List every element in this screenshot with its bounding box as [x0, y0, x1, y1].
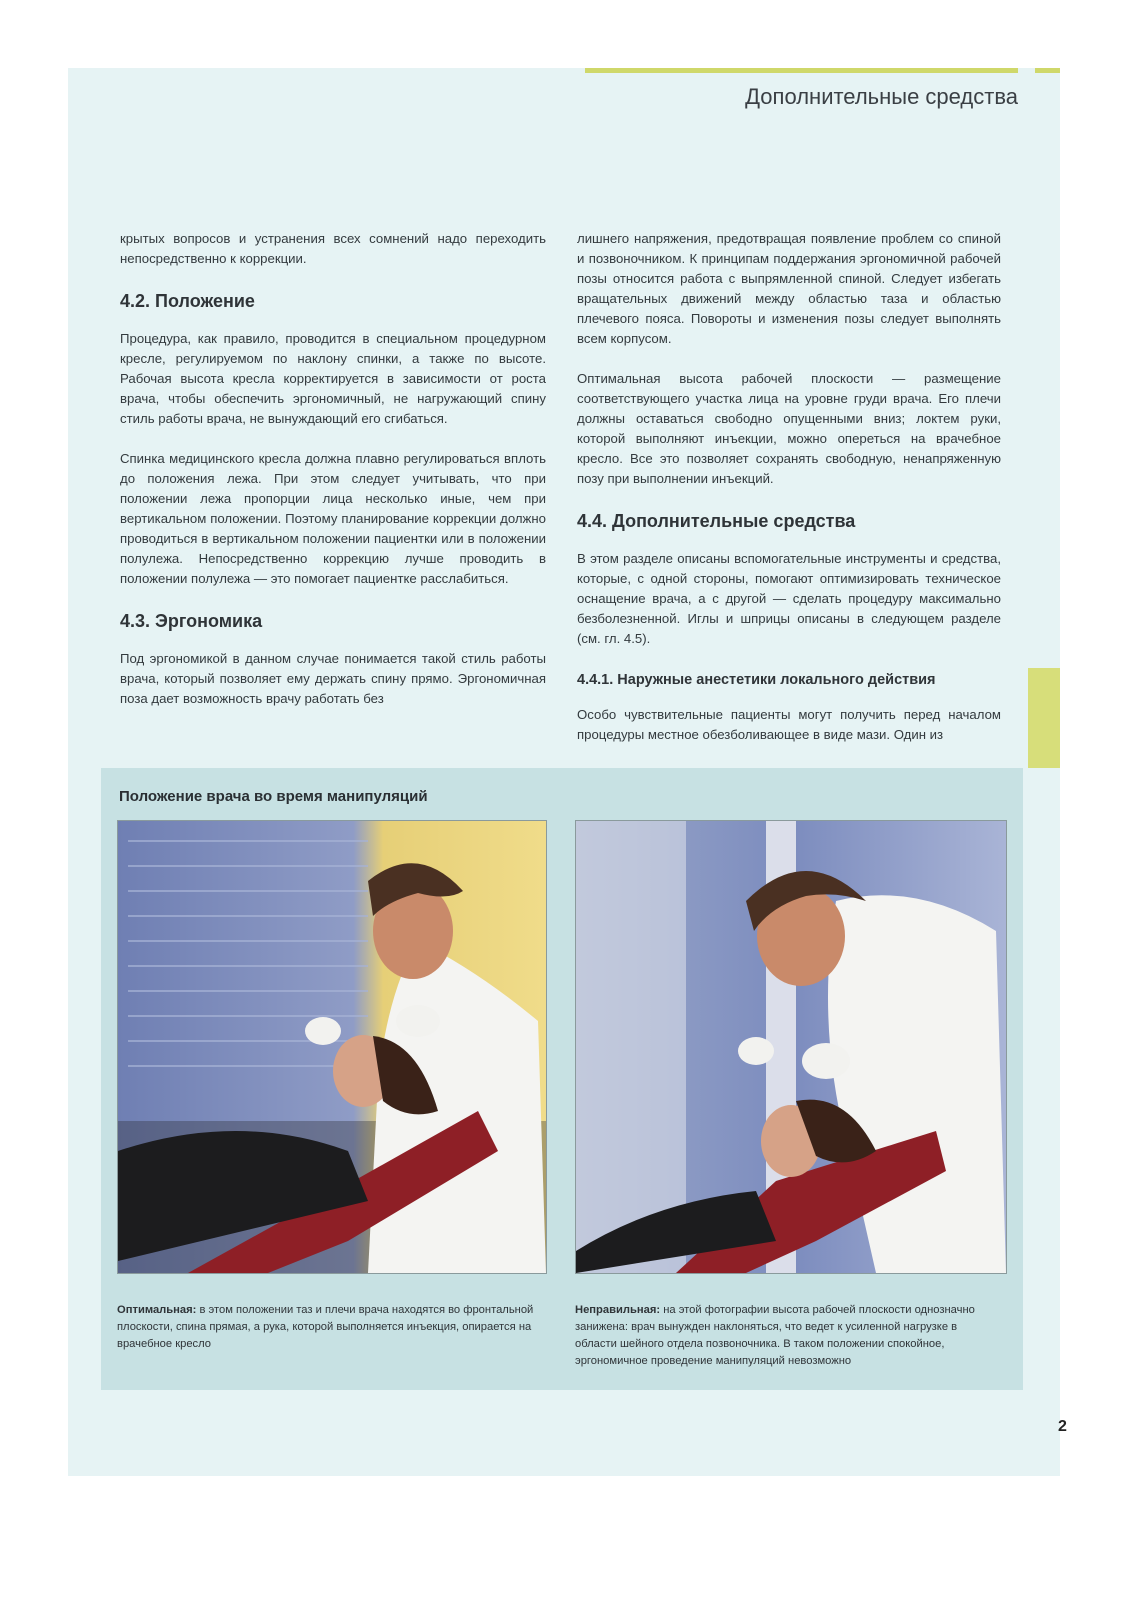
header-accent-bar	[585, 68, 1018, 73]
photo-optimal-position	[117, 820, 547, 1274]
photo-optimal-illustration	[118, 821, 546, 1273]
paragraph-position-1: Процедура, как правило, проводится в специальном процедурном кресле, регулируемом по наклону спинки, а также по высоте. Рабочая высота кресла корректируется в зависимости от роста врача, чтобы обеспечить эргономичный, не нагружающий спину стиль работы врача, не вынуждающий его сгибаться.	[120, 331, 546, 426]
caption-incorrect	[575, 1302, 1000, 1370]
right-column	[577, 229, 1001, 765]
heading-anesthetics: 4.4.1. Наружные анестетики локального действия	[577, 672, 936, 688]
paragraph-working-height: Оптимальная высота рабочей плоскости — размещение соответствующего участка лица на уровне груди врача. Его плечи должны оставаться свободно опущенными вниз; локтем руки, которой выполняют инъекции, можно опереться на врачебное кресло. Все это позволяет сохранять свободную, ненапряженную позу при выполнении инъекций.	[577, 371, 1001, 486]
caption-optimal-label: Оптимальная:	[117, 1304, 197, 1316]
intro-paragraph: крытых вопросов и устранения всех сомнений надо переходить непосредственно к коррекции.	[120, 231, 546, 266]
photo-incorrect-illustration	[576, 821, 1006, 1273]
header-accent-bar-small	[1035, 68, 1060, 73]
heading-position: 4.2. Положение	[120, 291, 255, 311]
photo-incorrect-position	[575, 820, 1007, 1274]
left-column	[120, 229, 546, 729]
paragraph-ergonomics: Под эргономикой в данном случае понимается такой стиль работы врача, который позволяет ему держать спину прямо. Эргономичная поза дает возможность врачу работать без	[120, 651, 546, 706]
caption-incorrect-label: Неправильная:	[575, 1304, 661, 1316]
paragraph-continuation: лишнего напряжения, предотвращая появление проблем со спиной и позвоночником. К принципам поддержания эргономичной рабочей позы относится работа с выпрямленной спиной. Следует избегать вращательных движений между областью таза и областью плечевого пояса. Повороты и изменения позы следует выполнять всем корпусом.	[577, 231, 1001, 346]
paragraph-additional-tools: В этом разделе описаны вспомогательные инструменты и средства, которые, с одной стороны, помогают оптимизировать техническое оснащение врача, а с другой — сделать процедуру максимально безболезненной. Иглы и шприцы описаны в следующем разделе (см. гл. 4.5).	[577, 551, 1001, 646]
figure-title: Положение врача во время манипуляций	[119, 788, 428, 805]
running-header: Дополнительные средства	[745, 84, 1018, 109]
heading-additional-tools: 4.4. Дополнительные средства	[577, 511, 856, 531]
section-side-tab	[1028, 668, 1060, 768]
paragraph-anesthetics: Особо чувствительные пациенты могут получить перед началом процедуры местное обезболивающее в виде мази. Один из	[577, 707, 1001, 742]
caption-optimal	[117, 1302, 537, 1353]
caption-optimal-text: в этом положении таз и плечи врача находятся во фронтальной плоскости, спина прямая, а рука, которой выполняется инъекция, опирается на врачебное кресло	[117, 1304, 534, 1350]
paragraph-position-2: Спинка медицинского кресла должна плавно регулироваться вплоть до положения лежа. При этом следует учитывать, что при положении лежа пропорции лица несколько иные, чем при вертикальном положении. Поэтому планирование коррекции должно проводиться в вертикальном положении пациентки или в положении полулежа. Непосредственно коррекцию лучше проводить в положении полулежа — это помогает пациентке расслабиться.	[120, 451, 546, 586]
page-number: 2	[1058, 1418, 1067, 1435]
caption-incorrect-text: на этой фотографии высота рабочей плоскости однозначно занижена: врач вынужден наклоняться, что ведет к усиленной нагрузке в области шейного отдела позвоночника. В таком положении спокойное, эргономичное проведение манипуляций невозможно	[575, 1304, 975, 1367]
heading-ergonomics: 4.3. Эргономика	[120, 611, 263, 631]
